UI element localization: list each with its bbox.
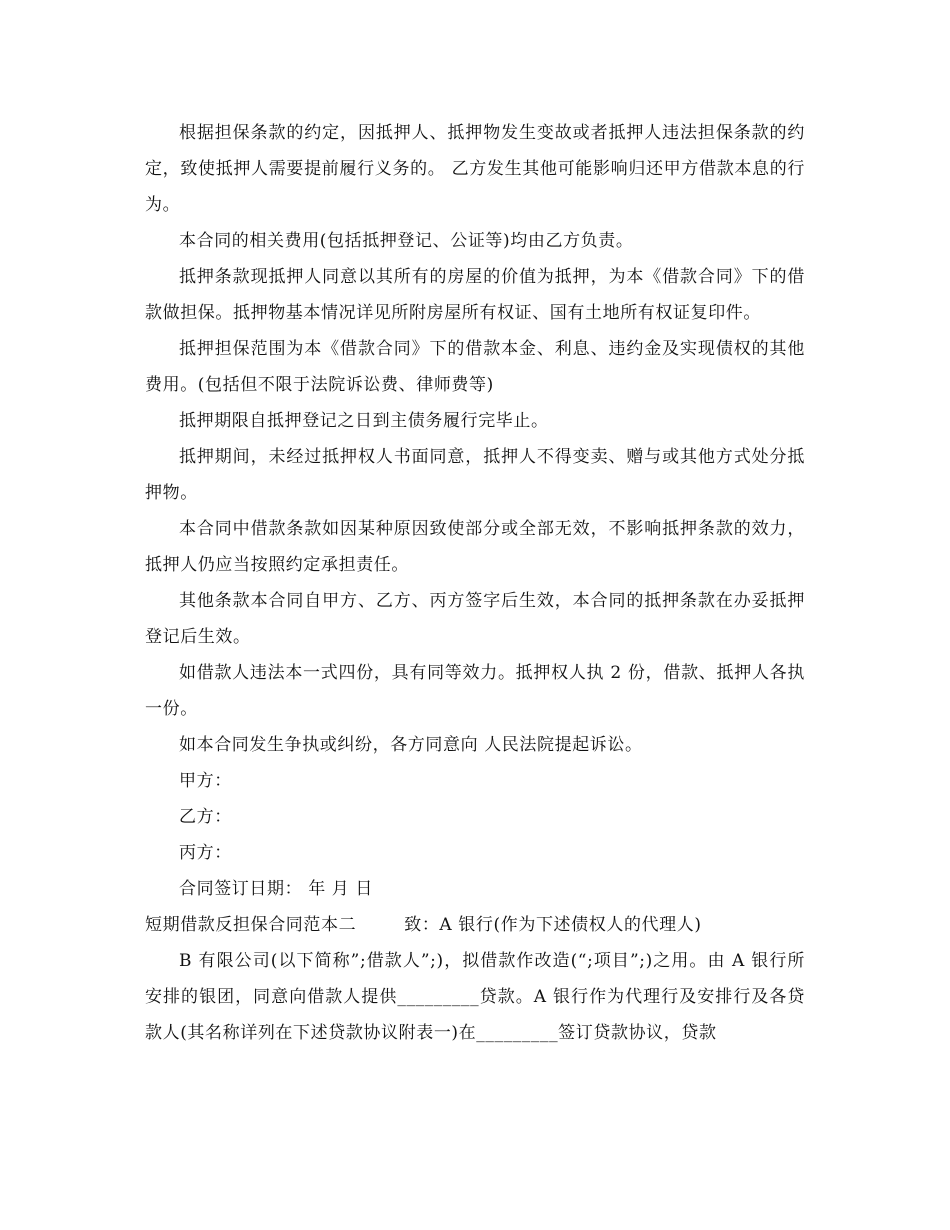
paragraph-mortgage-scope: 抵押担保范围为本《借款合同》下的借款本金、利息、违约金及实现债权的其他费用。(包括但不限于法院诉讼费、律师费等) <box>145 339 805 395</box>
paragraph-mortgage-clause: 抵押条款现抵押人同意以其所有的房屋的价值为抵押，为本《借款合同》下的借款做担保。抵押物基本情况详见所附房屋所有权证、国有土地所有权证复印件。 <box>145 267 805 323</box>
paragraph-mortgage-period: 抵押期间，未经过抵押权人书面同意，抵押人不得变卖、赠与或其他方式处分抵押物。 <box>145 447 805 503</box>
signature-party-b: 乙方： <box>179 807 232 827</box>
paragraph-loan-intro: B 有限公司(以下简称”;借款人”;)，拟借款作改造(“;项目”;)之用。由 A 银行所安排的银团，同意向借款人提供_________贷款。A 银行作为代理行及安排行及各贷款人(其名称详列在下述贷款协议附表一)在_________签订贷款协议，贷款 <box>145 951 805 1043</box>
document-body <box>145 115 805 1051</box>
paragraph-fees: 本合同的相关费用(包括抵押登记、公证等)均由乙方负责。 <box>179 231 634 251</box>
paragraph-copies: 如借款人违法本一式四份，具有同等效力。抵押权人执 2 份，借款、抵押人各执一份。 <box>145 663 805 719</box>
paragraph-guarantee-breach: 根据担保条款的约定，因抵押人、抵押物发生变故或者抵押人违法担保条款的约定，致使抵押人需要提前履行义务的。 乙方发生其他可能影响归还甲方借款本息的行为。 <box>145 123 805 215</box>
paragraph-dispute: 如本合同发生争执或纠纷，各方同意向 人民法院提起诉讼。 <box>179 735 643 755</box>
paragraph-mortgage-term: 抵押期限自抵押登记之日到主债务履行完毕止。 <box>179 411 549 431</box>
signature-party-a: 甲方： <box>179 771 232 791</box>
signing-date: 合同签订日期： 年 月 日 <box>179 879 374 899</box>
paragraph-effectiveness: 其他条款本合同自甲方、乙方、丙方签字后生效，本合同的抵押条款在办妥抵押登记后生效。 <box>145 591 805 647</box>
section-title-counter-guarantee: 短期借款反担保合同范本二 致：A 银行(作为下述债权人的代理人) <box>145 915 702 935</box>
signature-party-c: 丙方： <box>179 843 232 863</box>
paragraph-invalidity: 本合同中借款条款如因某种原因致使部分或全部无效，不影响抵押条款的效力，抵押人仍应当按照约定承担责任。 <box>145 519 805 575</box>
